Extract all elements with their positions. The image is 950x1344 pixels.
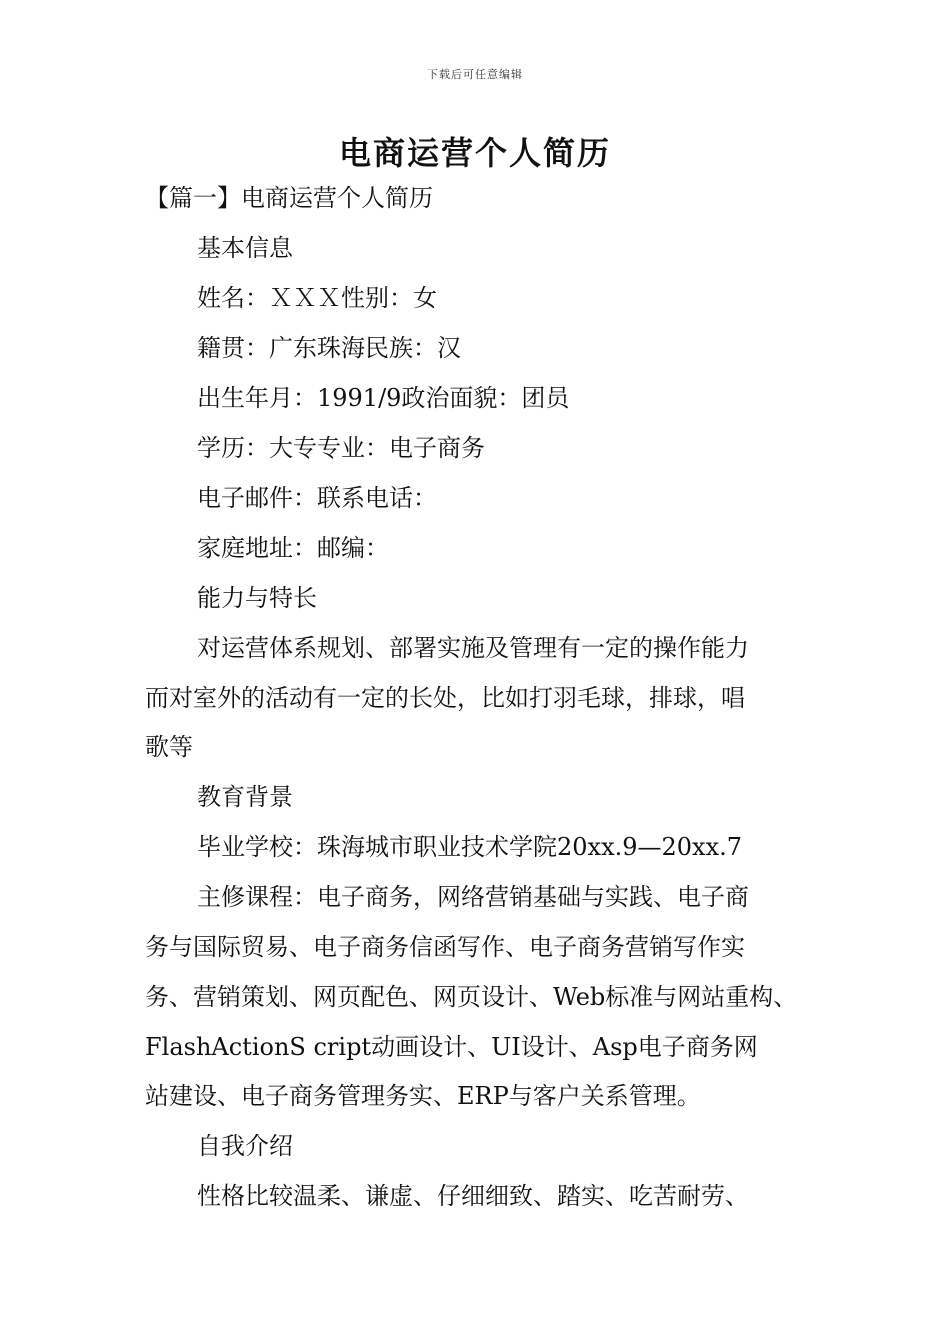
self-intro-paragraph-line-1: 性格比较温柔、谦虚、仔细细致、踏实、吃苦耐劳、 <box>197 1182 749 1210</box>
field-email-phone: 电子邮件：联系电话： <box>197 484 437 512</box>
courses-paragraph-line-1: 主修课程：电子商务，网络营销基础与实践、电子商 <box>197 883 749 911</box>
section-heading-part-one: 【篇一】电商运营个人简历 <box>145 184 433 212</box>
courses-paragraph-line-5: 站建设、电子商务管理务实、ERP与客户关系管理。 <box>145 1082 701 1110</box>
field-hometown-ethnicity: 籍贯：广东珠海民族：汉 <box>197 334 461 362</box>
field-name-gender: 姓名：ＸＸＸ性别：女 <box>197 284 437 312</box>
header-note: 下载后可任意编辑 <box>427 68 523 81</box>
courses-paragraph-line-3: 务、营销策划、网页配色、网页设计、Web标准与网站重构、 <box>145 983 798 1011</box>
heading-education: 教育背景 <box>197 783 293 811</box>
heading-basic-info: 基本信息 <box>197 234 293 262</box>
document-title: 电商运营个人简历 <box>338 134 611 172</box>
heading-self-intro: 自我介绍 <box>197 1132 293 1160</box>
courses-paragraph-line-2: 务与国际贸易、电子商务信函写作、电子商务营销写作实 <box>145 933 745 961</box>
courses-paragraph-line-4: FlashActionS cript动画设计、UI设计、Asp电子商务网 <box>145 1033 758 1061</box>
field-birth-political: 出生年月：1991/9政治面貌：团员 <box>197 384 570 412</box>
heading-skills: 能力与特长 <box>197 584 317 612</box>
field-school: 毕业学校：珠海城市职业技术学院20xx.9—20xx.7 <box>197 833 743 861</box>
skills-paragraph-line-2: 而对室外的活动有一定的长处，比如打羽毛球，排球，唱 <box>145 684 745 712</box>
field-education-major: 学历：大专专业：电子商务 <box>197 434 485 462</box>
skills-paragraph-line-1: 对运营体系规划、部署实施及管理有一定的操作能力 <box>197 634 749 662</box>
skills-paragraph-line-3: 歌等 <box>145 733 193 761</box>
field-address-zip: 家庭地址：邮编： <box>197 534 389 562</box>
